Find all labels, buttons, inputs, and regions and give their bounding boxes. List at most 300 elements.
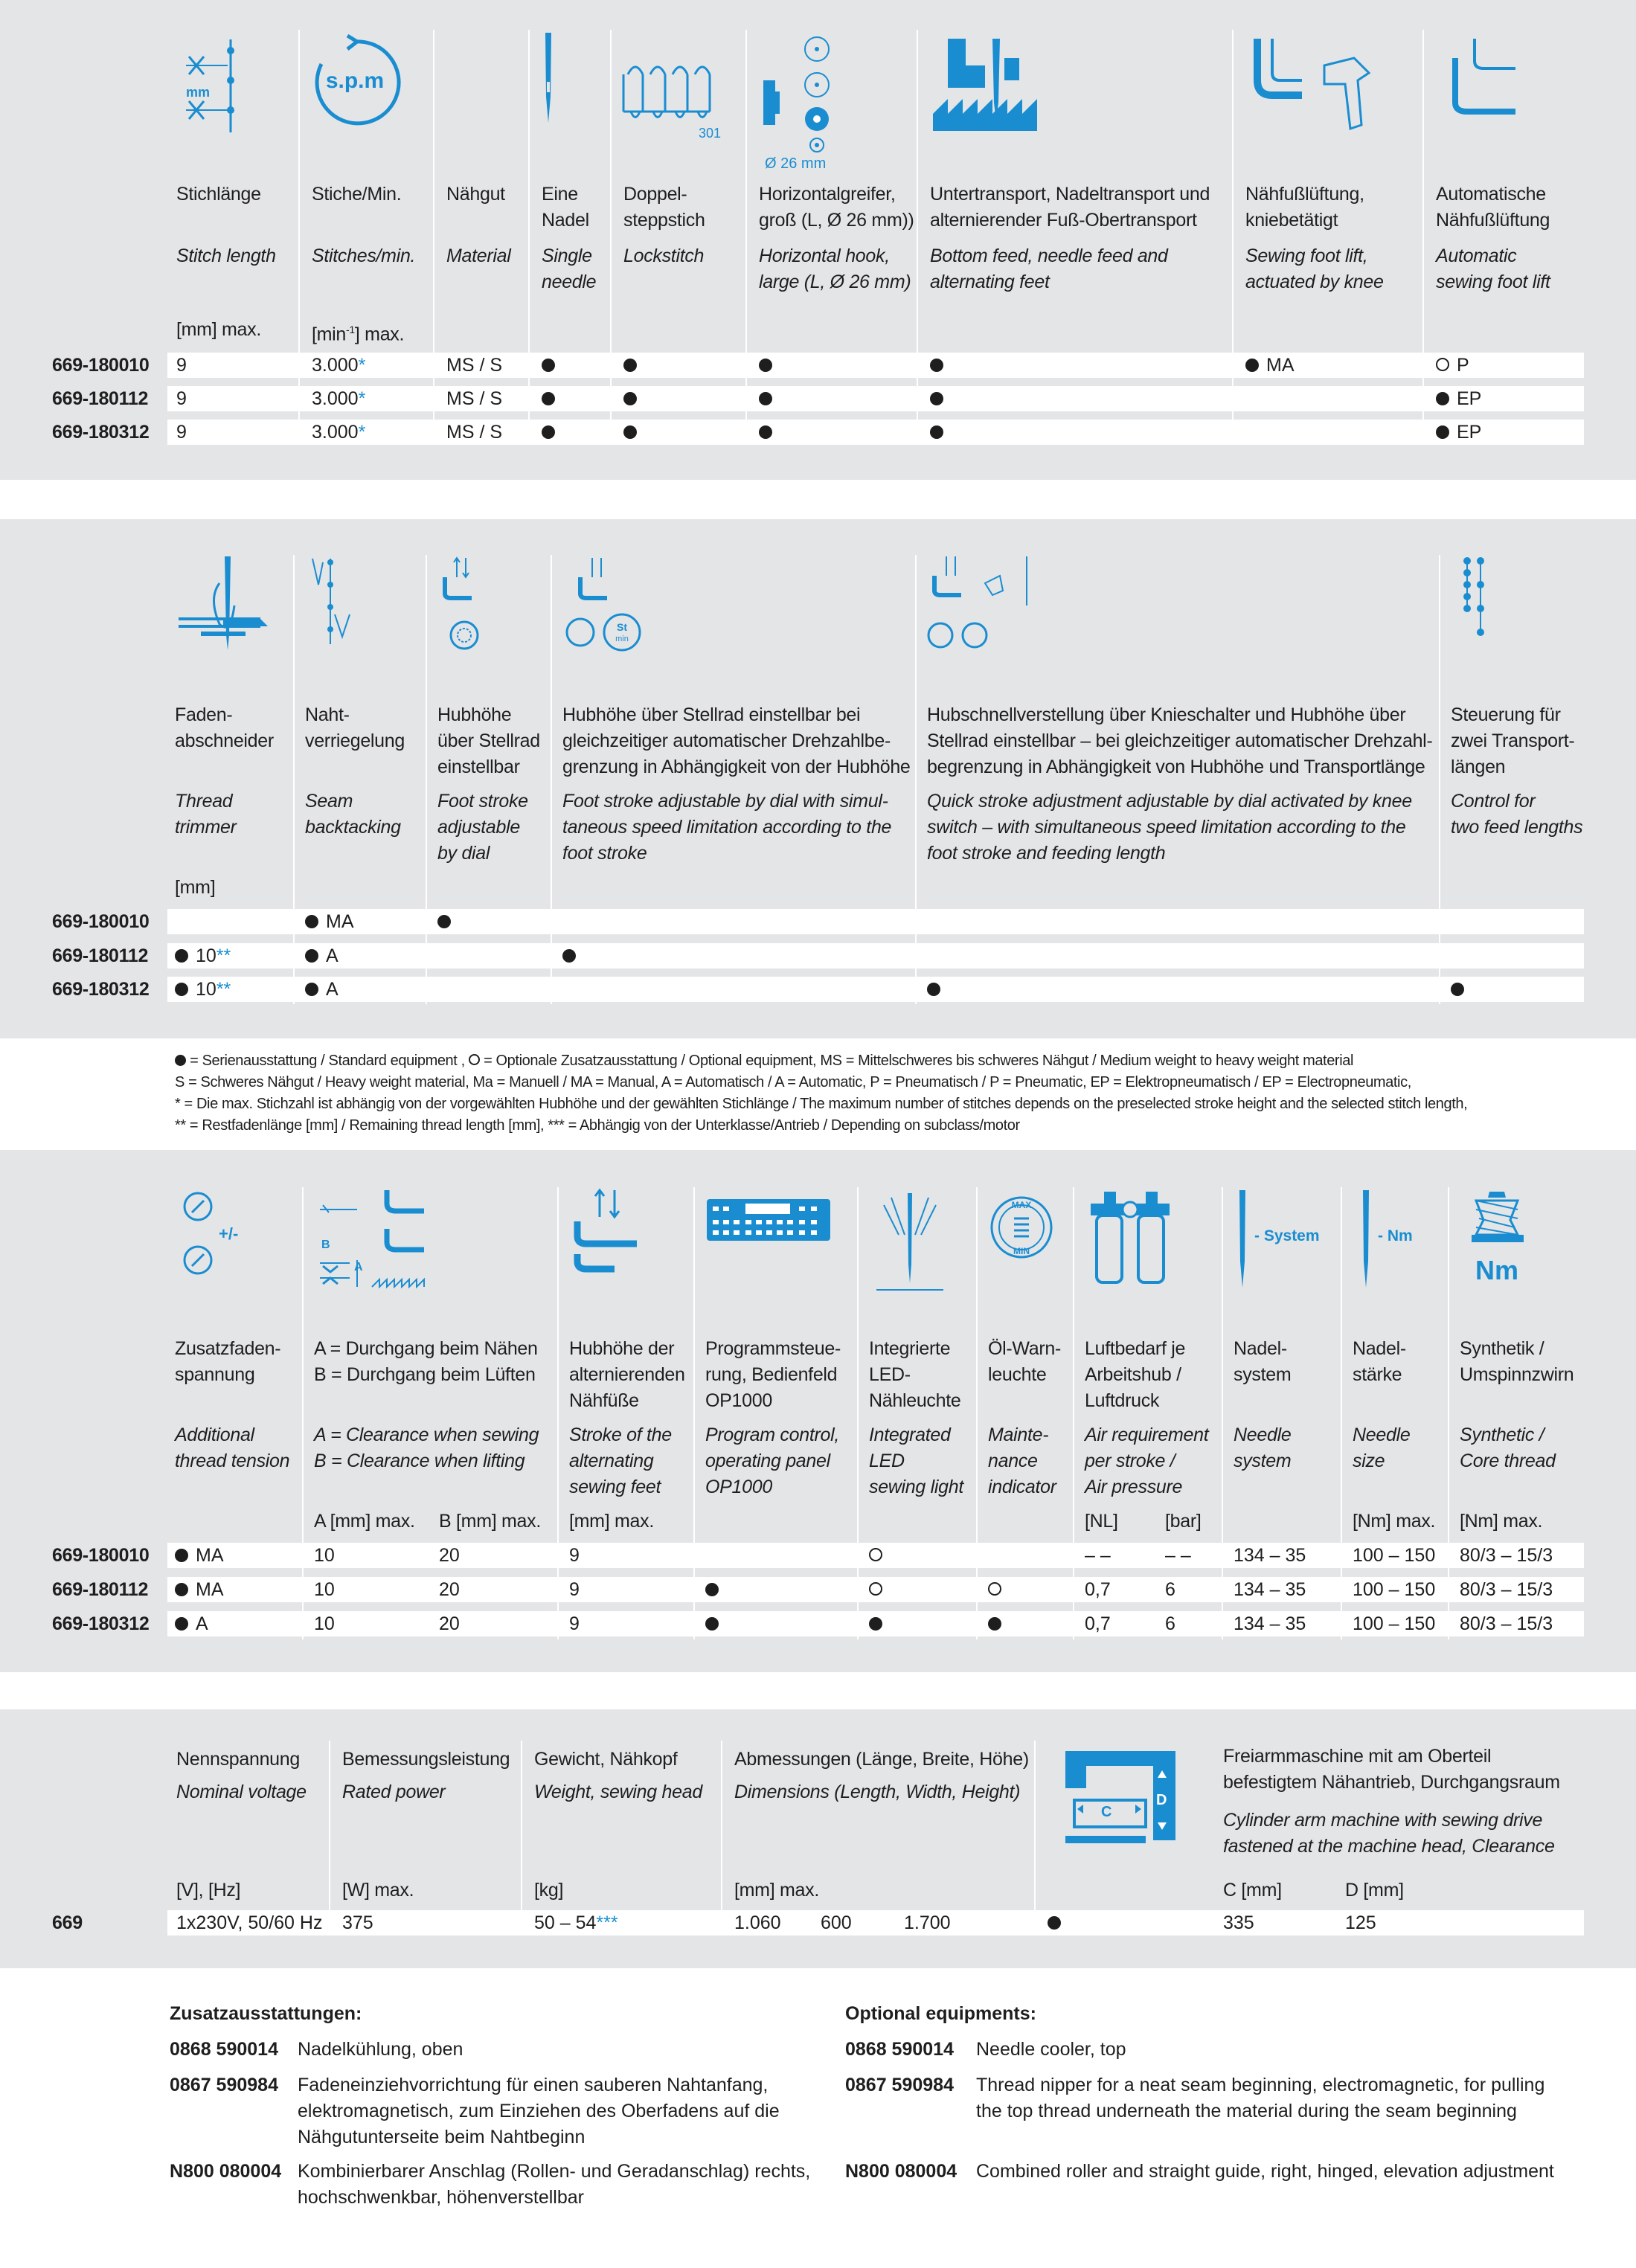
table-cell xyxy=(569,1543,580,1568)
control-panel-icon xyxy=(705,1198,832,1242)
option-text: Nadelkühlung, oben xyxy=(298,2039,463,2060)
column-divider xyxy=(976,1187,978,1639)
header-de: Hubhöhe über Stellrad einstellbar bei gleichzeitiger automatischer Drehzahlbe- grenzung in Abhängigkeit von der Hubhöhe xyxy=(562,704,911,777)
stitch-length-icon xyxy=(183,36,243,140)
hook-icon xyxy=(757,28,862,171)
table-cell xyxy=(175,1543,224,1568)
table-cell xyxy=(342,1910,373,1935)
cell-value: 3.000 xyxy=(312,422,359,443)
header-en: Cylinder arm machine with sewing drive fastened at the machine head, Clearance xyxy=(1223,1810,1555,1857)
table-cell xyxy=(175,1611,208,1636)
optional-mark xyxy=(869,1582,882,1596)
column-divider xyxy=(1222,1187,1223,1639)
column-divider xyxy=(302,1187,304,1639)
table-cell xyxy=(869,1543,890,1568)
cell-value: 6 xyxy=(1165,1579,1175,1600)
header-de: Hubhöhe der alternierenden Nähfüße xyxy=(569,1338,685,1411)
header-de: Nähgut xyxy=(446,184,505,205)
header-en: A = Clearance when sewing B = Clearance when lifting xyxy=(314,1424,539,1471)
header-unit: [NL] xyxy=(1085,1511,1118,1532)
table-cell xyxy=(569,1611,580,1636)
header-unit: [kg] xyxy=(534,1880,564,1901)
table-cell xyxy=(1353,1543,1435,1568)
standard-mark xyxy=(562,949,576,963)
thread-cone-icon xyxy=(1470,1190,1530,1287)
table-cell xyxy=(439,1611,460,1636)
table-cell xyxy=(1085,1543,1111,1568)
table-cell xyxy=(175,977,231,1002)
cell-value: EP xyxy=(1457,388,1482,409)
option-text: Fadeneinziehvorrichtung für einen sauberen Nahtanfang, elektromagnetisch, zum Einziehen des Oberfadens auf die Nähgutunterseite beim Nahtbeginn xyxy=(298,2075,780,2147)
legend: = Serienausstattung / Standard equipment , = Optionale Zusatzausstattung / Optional equipment, MS = Mittelschweres bis schweres Nähgut / Medium weight to heavy weight material S = Schweres Nähgut / Heavy weight material, Ma = Manuell / MA = Manual, A = Automatisch / A = Automatic, P = Pneumatisch / P = Pneumatic, EP = Elektropneumatisch / EP = Electropneumatic, * = Die max. Stichzahl ist abhängig von der vorgewählten Hubhöhe und der gewählten Stichlänge / The maximum number of stitches depends on the preselected stroke height and the selected stitch length, ** = Restfadenlänge [mm] / Remaining thread length [mm], *** = Abhängig von der Unterklasse/Antrieb / Depending on subclass/motor xyxy=(175,1053,1468,1134)
header-en: Quick stroke adjustment adjustable by dial activated by knee switch – with simultaneous speed limitation according to the foot stroke and feeding length xyxy=(927,791,1412,864)
cell-value: – – xyxy=(1165,1545,1191,1566)
standard-mark xyxy=(175,1617,188,1631)
standard-mark xyxy=(175,983,188,996)
cell-value: MA xyxy=(326,911,354,932)
cell-value: A xyxy=(326,979,339,1000)
cell-value: MA xyxy=(196,1545,224,1566)
optional-mark xyxy=(869,1548,882,1561)
cell-value: 9 xyxy=(569,1545,580,1566)
column-divider xyxy=(693,1187,695,1639)
header-de: Bemessungsleistung xyxy=(342,1749,510,1770)
header-unit: [bar] xyxy=(1165,1511,1202,1532)
table-cell xyxy=(439,1543,460,1568)
model-number: 669-180010 xyxy=(52,355,150,376)
air-icon xyxy=(1091,1189,1173,1293)
cell-value: 100 – 150 xyxy=(1353,1613,1436,1634)
stroke-dial-icon xyxy=(439,555,484,652)
header-en: Program control, operating panel OP1000 xyxy=(705,1424,839,1497)
cylinder-arm-icon xyxy=(1064,1744,1189,1848)
table-row xyxy=(167,943,1584,968)
column-divider xyxy=(1448,1187,1449,1639)
cell-value: 10 xyxy=(196,979,216,1000)
table-cell: 1.060 xyxy=(734,1912,781,1933)
header-en: Needle system xyxy=(1234,1424,1292,1471)
cell-value: 134 – 35 xyxy=(1234,1613,1306,1634)
cell-value: 20 xyxy=(439,1579,460,1600)
svg-text:s.p.m: s.p.m xyxy=(325,68,385,93)
table-cell xyxy=(314,1611,335,1636)
table-row xyxy=(167,353,1584,378)
cell-value: 10 xyxy=(314,1613,335,1634)
header-unit: B [mm] max. xyxy=(439,1511,541,1532)
standard-mark xyxy=(705,1583,719,1596)
column-divider xyxy=(293,555,295,1004)
option-code: 0868 590014 xyxy=(170,2039,278,2060)
backtack-icon xyxy=(308,555,353,649)
column-divider xyxy=(610,30,612,445)
header-de: Hubschnellverstellung über Knieschalter und Hubhöhe über Stellrad einstellbar – bei gleichzeitiger automatischer Drehzahl- begrenzung in Abhängigkeit von Hubhöhe und Transportlänge xyxy=(927,704,1433,777)
column-divider xyxy=(721,1741,722,1931)
cell-value: P xyxy=(1457,355,1469,376)
standard-mark xyxy=(623,392,637,405)
table-cell xyxy=(869,1611,890,1636)
header-de: Naht- verriegelung xyxy=(305,704,405,751)
header-unit: C [mm] xyxy=(1223,1880,1282,1901)
header-en: Material xyxy=(446,245,511,266)
table-cell xyxy=(305,977,339,1002)
svg-text:- Nm: - Nm xyxy=(1378,1227,1413,1244)
option-code: N800 080004 xyxy=(845,2161,957,2182)
header-en: Single needle xyxy=(542,245,597,292)
standard-mark xyxy=(623,359,637,372)
header-de: Nähfußlüftung, kniebetätigt xyxy=(1245,184,1364,231)
header-unit: [mm] max. xyxy=(176,319,261,340)
table-cell xyxy=(439,1577,460,1602)
option-code: 0867 590984 xyxy=(170,2075,278,2095)
column-divider xyxy=(557,1187,559,1639)
standard-mark xyxy=(623,425,637,439)
table-cell xyxy=(1165,1577,1175,1602)
header-en: Seam backtacking xyxy=(305,791,401,838)
table-cell xyxy=(175,943,231,968)
header-de: Abmessungen (Länge, Breite, Höhe) xyxy=(734,1749,1029,1770)
cell-value: 9 xyxy=(176,355,187,376)
option-text: Thread nipper for a neat seam beginning, electromagnetic, for pulling the top thread underneath the material during the seam beginning xyxy=(976,2075,1545,2121)
column-divider xyxy=(433,30,434,445)
column-divider xyxy=(298,30,300,445)
footnote-star: * xyxy=(358,422,366,443)
header-en: Rated power xyxy=(342,1782,446,1802)
header-unit: [mm] max. xyxy=(734,1880,819,1901)
table-cell xyxy=(1436,386,1481,411)
table-cell xyxy=(1353,1577,1435,1602)
column-divider xyxy=(857,1187,859,1639)
option-code: N800 080004 xyxy=(170,2161,282,2182)
header-en: Foot stroke adjustable by dial xyxy=(437,791,528,864)
table-cell xyxy=(562,943,583,968)
column-divider xyxy=(1232,30,1234,445)
table-cell xyxy=(312,386,365,411)
model-number: 669-180312 xyxy=(52,422,150,443)
model-number: 669-180112 xyxy=(52,1579,149,1600)
cell-value: 10 xyxy=(314,1545,335,1566)
header-de: Nadel- stärke xyxy=(1353,1338,1406,1385)
cell-value: 10 xyxy=(314,1579,335,1600)
standard-mark xyxy=(1245,359,1259,372)
header-de: Eine Nadel xyxy=(542,184,589,231)
svg-text:St: St xyxy=(617,621,627,633)
header-de: A = Durchgang beim Nähen B = Durchgang beim Lüften xyxy=(314,1338,538,1385)
table-cell xyxy=(305,909,354,934)
header-de: Untertransport, Nadeltransport und alternierender Fuß-Obertransport xyxy=(930,184,1210,231)
optional-mark xyxy=(988,1582,1001,1596)
cell-value: 80/3 – 15/3 xyxy=(1460,1613,1553,1634)
table-row xyxy=(167,909,1584,934)
header-en: Nominal voltage xyxy=(176,1782,307,1802)
header-en: Stitches/min. xyxy=(312,245,416,266)
svg-text:+/-: +/- xyxy=(219,1224,239,1243)
table-cell xyxy=(437,909,458,934)
table-cell xyxy=(176,1910,322,1935)
column-divider xyxy=(1439,555,1440,1004)
header-en: Bottom feed, needle feed and alternating feet xyxy=(930,245,1168,292)
cell-value: 20 xyxy=(439,1613,460,1634)
table-cell xyxy=(446,386,502,411)
header-en: Integrated LED sewing light xyxy=(869,1424,964,1497)
standard-mark xyxy=(988,1617,1001,1631)
svg-text:Ø 26 mm: Ø 26 mm xyxy=(765,155,827,171)
header-de: Horizontalgreifer, groß (L, Ø 26 mm)) xyxy=(759,184,914,231)
footnote-star: * xyxy=(358,355,366,376)
header-de: Luftbedarf je Arbeitshub / Luftdruck xyxy=(1085,1338,1186,1411)
svg-text:- System: - System xyxy=(1254,1227,1320,1244)
standard-mark xyxy=(1436,425,1449,439)
column-divider xyxy=(917,30,918,445)
optional-mark xyxy=(1436,358,1449,371)
standard-mark xyxy=(1436,392,1449,405)
table-cell xyxy=(569,1577,580,1602)
thread-trimmer-icon xyxy=(179,553,275,658)
needle-system-icon xyxy=(1229,1187,1333,1291)
stroke-dial-speed-icon xyxy=(562,555,652,652)
svg-text:D: D xyxy=(1156,1792,1167,1808)
header-en: Thread trimmer xyxy=(175,791,237,838)
table-cell xyxy=(623,420,644,445)
header-en: Mainte- nance indicator xyxy=(988,1424,1056,1497)
standard-mark xyxy=(927,983,940,996)
option-code: 0867 590984 xyxy=(845,2075,954,2095)
model-number: 669-180010 xyxy=(52,1545,150,1566)
table-cell xyxy=(759,386,780,411)
column-divider xyxy=(1422,30,1424,445)
table-cell xyxy=(759,420,780,445)
table-cell xyxy=(446,353,502,378)
table-cell xyxy=(1451,977,1472,1002)
table-cell xyxy=(1353,1611,1435,1636)
column-divider xyxy=(915,555,917,1004)
needle-size-icon xyxy=(1353,1187,1427,1291)
column-divider xyxy=(329,1741,330,1931)
cell-value: 80/3 – 15/3 xyxy=(1460,1545,1553,1566)
header-en: Stitch length xyxy=(176,245,276,266)
table-cell xyxy=(1245,353,1295,378)
column-divider xyxy=(521,1741,522,1931)
table-cell xyxy=(869,1577,890,1602)
header-de: Nadel- system xyxy=(1234,1338,1292,1385)
standard-mark xyxy=(930,392,943,405)
quick-stroke-icon xyxy=(926,553,1037,665)
footnote-star: *** xyxy=(596,1912,618,1933)
svg-text:B: B xyxy=(321,1239,330,1251)
header-en: Automatic sewing foot lift xyxy=(1436,245,1550,292)
table-cell xyxy=(542,353,562,378)
cell-value: A xyxy=(326,945,339,966)
option-text: Combined roller and straight guide, right, hinged, elevation adjustment xyxy=(976,2161,1554,2182)
header-de: Programmsteue- rung, Bedienfeld OP1000 xyxy=(705,1338,841,1411)
svg-text:C: C xyxy=(1101,1804,1112,1820)
cell-value: 10 xyxy=(196,945,216,966)
header-de: Gewicht, Nähkopf xyxy=(534,1749,678,1770)
cell-value: 375 xyxy=(342,1912,373,1933)
standard-mark xyxy=(542,425,555,439)
header-de: Zusatzfaden- spannung xyxy=(175,1338,281,1385)
table-cell xyxy=(1460,1543,1553,1568)
footnote-star: * xyxy=(358,388,366,409)
table-cell xyxy=(1460,1577,1553,1602)
alt-stroke-icon xyxy=(570,1187,652,1276)
standard-mark xyxy=(437,915,451,928)
header-unit: A [mm] max. xyxy=(314,1511,415,1532)
model-number: 669-180112 xyxy=(52,945,149,966)
header-unit: $[\min^{-1}]$ max. xyxy=(312,324,405,345)
table-cell xyxy=(176,386,187,411)
table-cell xyxy=(705,1577,726,1602)
table-cell xyxy=(314,1543,335,1568)
table-cell xyxy=(988,1611,1009,1636)
cell-value: MS / S xyxy=(446,388,503,409)
standard-mark xyxy=(305,949,318,963)
table-cell xyxy=(542,420,562,445)
oil-warning-icon xyxy=(988,1190,1055,1265)
cell-value: MS / S xyxy=(446,422,503,443)
standard-mark xyxy=(175,1583,188,1596)
standard-mark xyxy=(759,425,772,439)
header-de: Steuerung für zwei Transport- längen xyxy=(1451,704,1575,777)
table-cell xyxy=(1085,1611,1111,1636)
svg-text:min: min xyxy=(615,635,629,643)
cell-value: 9 xyxy=(176,388,187,409)
cell-value: 100 – 150 xyxy=(1353,1545,1436,1566)
option-text: Kombinierbarer Anschlag (Rollen- und Geradanschlag) rechts, hochschwenkbar, höhenverstellbar xyxy=(298,2161,811,2208)
cell-value: EP xyxy=(1457,422,1482,443)
table-cell xyxy=(623,386,644,411)
table-cell xyxy=(1234,1543,1306,1568)
header-en: Foot stroke adjustable by dial with simul- taneous speed limitation according to the foot stroke xyxy=(562,791,892,864)
header-en: Horizontal hook, large (L, Ø 26 mm) xyxy=(759,245,911,292)
cell-value: 134 – 35 xyxy=(1234,1545,1306,1566)
table-cell xyxy=(930,386,951,411)
table-cell xyxy=(312,420,365,445)
cell-value: 50 – 54 xyxy=(534,1912,597,1933)
header-de: Hubhöhe über Stellrad einstellbar xyxy=(437,704,540,777)
table-cell xyxy=(305,943,339,968)
cell-value: 9 xyxy=(176,422,187,443)
header-unit: [Nm] max. xyxy=(1460,1511,1543,1532)
cell-value: – – xyxy=(1085,1545,1111,1566)
header-unit: D [mm] xyxy=(1345,1880,1404,1901)
table-cell xyxy=(1234,1577,1306,1602)
standard-mark xyxy=(542,392,555,405)
cell-value: 0,7 xyxy=(1085,1579,1111,1600)
table-cell xyxy=(175,1577,224,1602)
table-cell: 1.700 xyxy=(904,1912,951,1933)
standard-mark xyxy=(759,392,772,405)
feed-icon xyxy=(933,36,1037,131)
table-cell xyxy=(705,1611,726,1636)
svg-text:301: 301 xyxy=(699,126,722,141)
table-cell xyxy=(1234,1611,1306,1636)
svg-text:Nm: Nm xyxy=(1475,1255,1519,1285)
table-cell xyxy=(314,1577,335,1602)
header-unit: [mm] max. xyxy=(569,1511,654,1532)
footnote-star: ** xyxy=(216,979,231,1000)
standard-mark xyxy=(759,359,772,372)
header-en: Sewing foot lift, actuated by knee xyxy=(1245,245,1384,292)
table-cell xyxy=(1436,420,1481,445)
header-de: Stichlänge xyxy=(176,184,261,205)
table-row xyxy=(167,386,1584,411)
header-en: Dimensions (Length, Width, Height) xyxy=(734,1782,1021,1802)
table-cell: 125 xyxy=(1345,1912,1376,1933)
header-en: Control for two feed lengths xyxy=(1451,791,1583,838)
header-de: Öl-Warn- leuchte xyxy=(988,1338,1062,1385)
svg-text:MAX: MAX xyxy=(1011,1200,1032,1210)
header-de: Faden- abschneider xyxy=(175,704,274,751)
cell-value: 20 xyxy=(439,1545,460,1566)
table-cell xyxy=(930,353,951,378)
table-cell xyxy=(1436,353,1469,378)
column-divider xyxy=(745,30,747,445)
two-feed-icon xyxy=(1458,555,1488,644)
table-cell xyxy=(1085,1577,1111,1602)
cell-value: 3.000 xyxy=(312,355,359,376)
cell-value: 9 xyxy=(569,1613,580,1634)
header-unit: [mm] xyxy=(175,877,216,898)
svg-text:mm: mm xyxy=(186,85,211,100)
cell-value: MA xyxy=(196,1579,224,1600)
table-cell xyxy=(542,386,562,411)
header-de: Freiarmmaschine mit am Oberteil befestigtem Nähantrieb, Durchgangsraum xyxy=(1223,1746,1560,1793)
standard-mark xyxy=(542,359,555,372)
svg-text:MIN: MIN xyxy=(1013,1246,1030,1256)
table-cell xyxy=(623,353,644,378)
cell-value: 3.000 xyxy=(312,388,359,409)
table-cell: 335 xyxy=(1223,1912,1254,1933)
table-cell xyxy=(1460,1611,1553,1636)
standard-mark xyxy=(930,425,943,439)
header-de: Integrierte LED- Nähleuchte xyxy=(869,1338,961,1411)
model-number: 669 xyxy=(52,1912,83,1933)
column-divider xyxy=(528,30,530,445)
model-number: 669-180312 xyxy=(52,979,150,1000)
standard-mark xyxy=(869,1617,882,1631)
options-title: Optional equipments: xyxy=(845,2003,1036,2024)
knee-lift-icon xyxy=(1250,36,1376,132)
standard-mark xyxy=(705,1617,719,1631)
header-de: Synthetik / Umspinnzwirn xyxy=(1460,1338,1574,1385)
table-cell xyxy=(988,1577,1009,1602)
cell-value: A xyxy=(196,1613,208,1634)
header-en: Lockstitch xyxy=(623,245,705,266)
header-en: Weight, sewing head xyxy=(534,1782,702,1802)
header-en: Additional thread tension xyxy=(175,1424,290,1471)
cell-value: 1x230V, 50/60 Hz xyxy=(176,1912,323,1933)
cell-value: 0,7 xyxy=(1085,1613,1111,1634)
table-cell xyxy=(312,353,365,378)
standard-mark xyxy=(930,359,943,372)
table-cell xyxy=(930,420,951,445)
column-divider xyxy=(426,555,427,1004)
header-en: Needle size xyxy=(1353,1424,1411,1471)
table-cell: 600 xyxy=(821,1912,852,1933)
cell-value: 100 – 150 xyxy=(1353,1579,1436,1600)
standard-mark xyxy=(305,915,318,928)
model-number: 669-180312 xyxy=(52,1613,150,1634)
auto-lift-icon xyxy=(1445,36,1519,118)
column-divider xyxy=(1034,1741,1036,1931)
table-cell xyxy=(1048,1910,1068,1935)
header-unit: [Nm] max. xyxy=(1353,1511,1436,1532)
table-row xyxy=(167,977,1584,1002)
model-number: 669-180112 xyxy=(52,388,149,409)
table-cell xyxy=(534,1910,618,1935)
svg-text:A: A xyxy=(354,1261,363,1273)
option-text: Needle cooler, top xyxy=(976,2039,1126,2060)
